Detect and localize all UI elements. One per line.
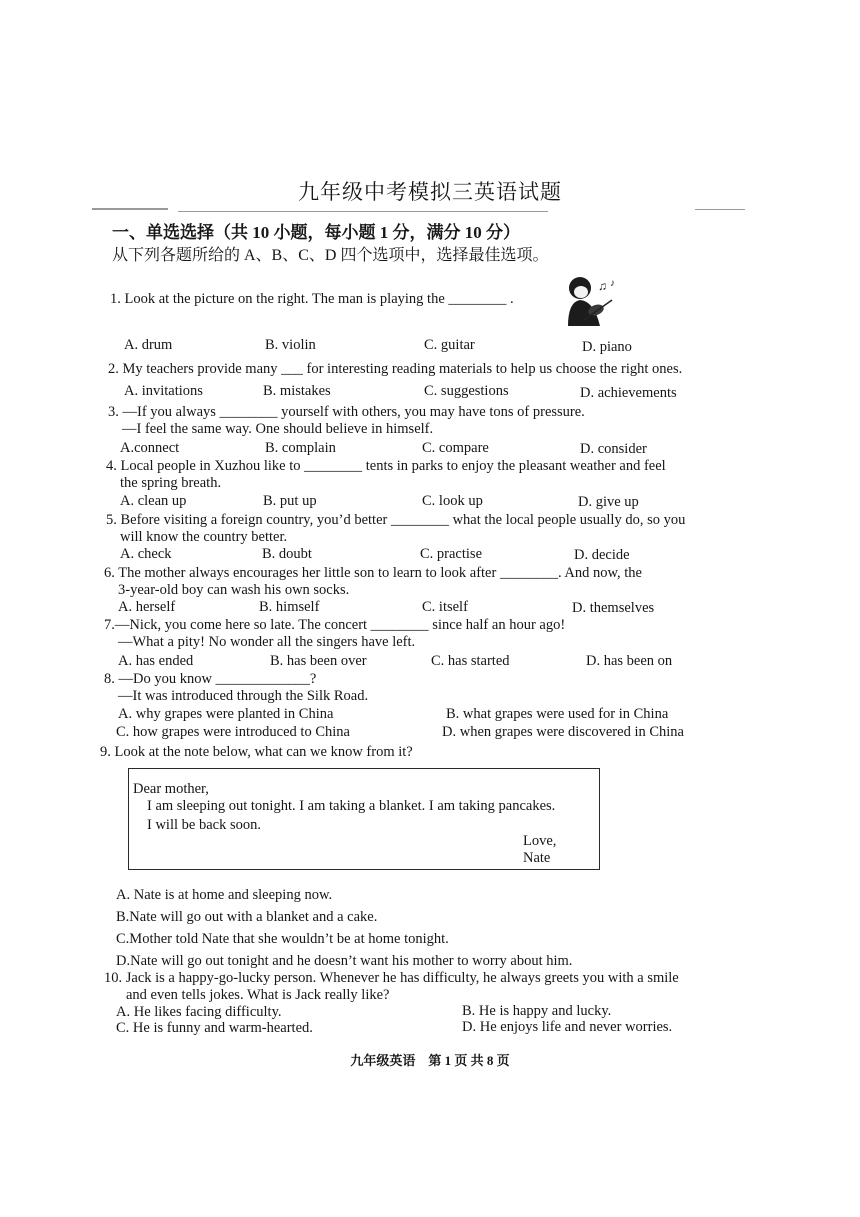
question-6-stem: 6. The mother always encourages her little son to learn to look after ________. And now, the	[104, 565, 642, 581]
q7-option-c: C. has started	[431, 653, 510, 669]
note-body-line-1: I am sleeping out tonight. I am taking a blanket. I am taking pancakes.	[147, 798, 556, 814]
q8-option-c: C. how grapes were introduced to China	[116, 724, 350, 740]
q3-option-b: B. complain	[265, 440, 336, 456]
q7-option-a: A. has ended	[118, 653, 194, 669]
question-3-stem: 3. —If you always ________ yourself with others, you may have tons of pressure.	[108, 404, 585, 420]
question-7-reply: —What a pity! No wonder all the singers have left.	[118, 634, 416, 650]
question-3-reply: —I feel the same way. One should believe in himself.	[122, 421, 434, 437]
page-footer: 九年级英语 第 1 页 共 8 页	[350, 1053, 510, 1068]
question-8-stem: 8. —Do you know _____________?	[104, 671, 317, 687]
q2-option-c: C. suggestions	[424, 383, 509, 399]
question-4-stem-cont: the spring breath.	[120, 475, 222, 491]
q10-option-b: B. He is happy and lucky.	[462, 1003, 612, 1019]
q3-option-a: A.connect	[120, 440, 180, 456]
svg-text:♪: ♪	[610, 278, 615, 289]
q10-option-a: A. He likes facing difficulty.	[116, 1004, 282, 1020]
note-signature: Nate	[523, 850, 551, 866]
q5-option-c: C. practise	[420, 546, 483, 562]
q4-option-d: D. give up	[578, 494, 639, 510]
exam-title: 九年级中考模拟三英语试题	[298, 180, 562, 204]
section-instruction: 从下列各题所给的 A、B、C、D 四个选项中，选择最佳选项。	[112, 247, 549, 264]
question-10-stem: 10. Jack is a happy-go-lucky person. Whenever he has difficulty, he always greets you with a smile	[104, 970, 679, 986]
question-7-stem: 7.—Nick, you come here so late. The concert ________ since half an hour ago!	[104, 617, 566, 633]
question-9-stem: 9. Look at the note below, what can we know from it?	[100, 744, 413, 760]
q4-option-a: A. clean up	[120, 493, 187, 509]
q2-option-a: A. invitations	[124, 383, 203, 399]
note-salutation: Dear mother,	[133, 781, 209, 797]
question-5-stem: 5. Before visiting a foreign country, you’d better ________ what the local people usually do, so you	[106, 512, 686, 528]
q4-option-b: B. put up	[263, 493, 317, 509]
question-4-stem: 4. Local people in Xuzhou like to ________ tents in parks to enjoy the pleasant weather and feel	[106, 458, 666, 474]
section-heading: 一、单选选择（共 10 小题，每小题 1 分，满分 10 分）	[112, 223, 520, 242]
q4-option-c: C. look up	[422, 493, 483, 509]
q9-option-b: B.Nate will go out with a blanket and a cake.	[116, 909, 378, 925]
q10-option-d: D. He enjoys life and never worries.	[462, 1019, 673, 1035]
q3-option-c: C. compare	[422, 440, 489, 456]
q8-option-a: A. why grapes were planted in China	[118, 706, 334, 722]
q9-option-d: D.Nate will go out tonight and he doesn’t want his mother to worry about him.	[116, 953, 573, 969]
q7-option-b: B. has been over	[270, 653, 367, 669]
q9-option-c: C.Mother told Nate that she wouldn’t be at home tonight.	[116, 931, 449, 947]
question-10-stem-cont: and even tells jokes. What is Jack really like?	[126, 987, 390, 1003]
question-8-reply: —It was introduced through the Silk Road.	[118, 688, 369, 704]
divider-center	[178, 211, 548, 212]
question-1-stem: 1. Look at the picture on the right. The man is playing the ________ .	[110, 291, 514, 307]
q8-option-b: B. what grapes were used for in China	[446, 706, 669, 722]
q9-option-a: A. Nate is at home and sleeping now.	[116, 887, 333, 903]
question-6-stem-cont: 3-year-old boy can wash his own socks.	[118, 582, 350, 598]
q1-option-b: B. violin	[265, 337, 316, 353]
note-box	[128, 768, 600, 870]
violinist-icon	[560, 270, 620, 330]
q8-option-d: D. when grapes were discovered in China	[442, 724, 684, 740]
question-2-stem: 2. My teachers provide many ___ for interesting reading materials to help us choose the right ones.	[108, 361, 683, 377]
q1-option-d: D. piano	[582, 339, 632, 355]
q2-option-b: B. mistakes	[263, 383, 331, 399]
q5-option-d: D. decide	[574, 547, 630, 563]
q3-option-d: D. consider	[580, 441, 647, 457]
note-body-line-2: I will be back soon.	[147, 817, 261, 833]
q5-option-b: B. doubt	[262, 546, 312, 562]
q1-option-a: A. drum	[124, 337, 173, 353]
divider-left	[92, 208, 168, 210]
question-5-stem-cont: will know the country better.	[120, 529, 288, 545]
q7-option-d: D. has been on	[586, 653, 673, 669]
svg-text:♫: ♫	[598, 279, 607, 293]
q6-option-b: B. himself	[259, 599, 320, 615]
divider-right	[695, 209, 745, 210]
q10-option-c: C. He is funny and warm-hearted.	[116, 1020, 313, 1036]
q6-option-d: D. themselves	[572, 600, 655, 616]
q5-option-a: A. check	[120, 546, 172, 562]
note-closing: Love,	[523, 833, 557, 849]
q1-option-c: C. guitar	[424, 337, 475, 353]
q2-option-d: D. achievements	[580, 385, 677, 401]
q6-option-a: A. herself	[118, 599, 176, 615]
q6-option-c: C. itself	[422, 599, 468, 615]
